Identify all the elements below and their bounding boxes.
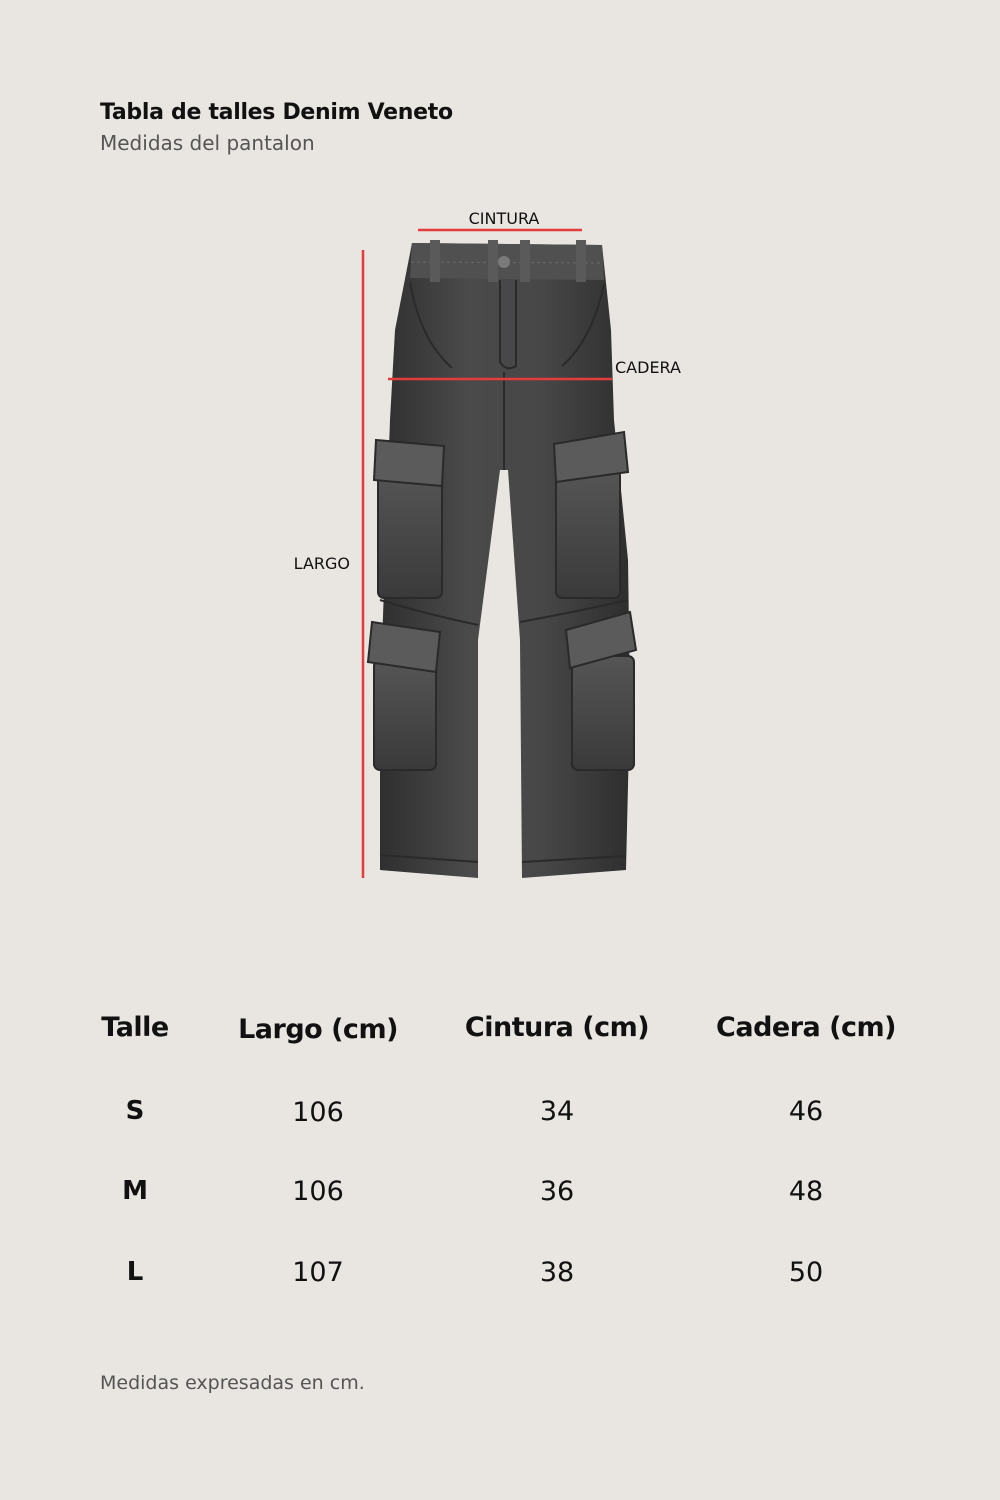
column-header-largo: Largo (cm) <box>238 1014 398 1045</box>
cargo-flap-left-lower <box>368 622 440 672</box>
largo-cell: 106 <box>292 1176 344 1207</box>
size-cell: L <box>126 1257 144 1287</box>
page-title: Tabla de talles Denim Veneto <box>100 100 453 125</box>
column-header-talle: Talle <box>101 1012 169 1043</box>
cargo-pocket-left-upper <box>378 470 442 598</box>
cadera-cell: 50 <box>788 1257 824 1288</box>
cargo-flap-left-upper <box>374 440 444 486</box>
cadera-cell: 48 <box>788 1176 824 1207</box>
largo-cell: 107 <box>292 1257 344 1288</box>
pants-illustration <box>368 240 636 878</box>
cintura-cell: 38 <box>539 1257 575 1288</box>
cargo-pocket-right-lower <box>572 656 634 770</box>
waist-label: CINTURA <box>468 209 540 228</box>
column-header-cadera: Cadera (cm) <box>716 1012 896 1043</box>
length-label: LARGO <box>293 554 350 573</box>
size-cell: M <box>122 1176 148 1206</box>
largo-cell: 106 <box>292 1097 344 1128</box>
hip-label: CADERA <box>615 358 681 377</box>
cintura-cell: 34 <box>539 1096 575 1127</box>
size-cell: S <box>125 1096 145 1126</box>
button <box>498 256 510 268</box>
cintura-cell: 36 <box>539 1176 575 1207</box>
cargo-pocket-right-upper <box>556 470 620 598</box>
page-subtitle: Medidas del pantalon <box>100 131 315 155</box>
cargo-pocket-left-lower <box>374 660 436 770</box>
footnote: Medidas expresadas en cm. <box>100 1372 365 1394</box>
column-header-cintura: Cintura (cm) <box>464 1012 650 1043</box>
cadera-cell: 46 <box>788 1096 824 1127</box>
